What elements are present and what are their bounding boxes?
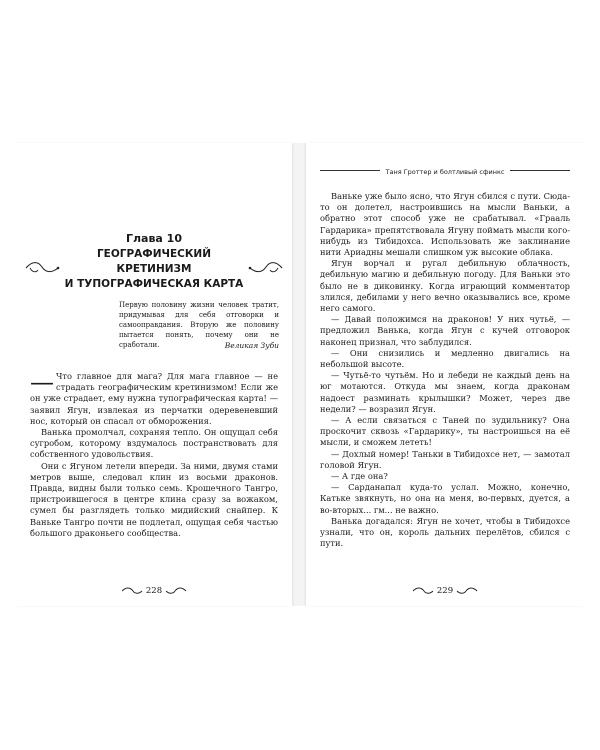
drop-dash: — <box>30 368 54 396</box>
paragraph: — А где она? <box>331 471 388 482</box>
paragraph: Ваньке уже было ясно, что Ягун сбился с пути. Сюда-то он долетел, настроившись на мысли Ваньки, а обратно этот способ уже не срабатывал. «Грааль Гардарика» препятствовала Ягуну поймать мысли кого-нибудь из Тибидохса. Использовать же заклинание нити Ариадны мешали слишком уж высокие облака. <box>320 191 570 258</box>
folio-ornament-right-icon <box>165 587 187 595</box>
paragraph: Они с Ягуном летели впереди. За ними, двумя стами метров выше, следовал клин из восьми драконов. Правда, видны были только семь. Крошечного Тангро, пристроившегося в центре клина сразу за вожаком, сумел бы разглядеть только мидийский снайпер. К Ваньке Тангро почти не подлетал, ощущая себя частью большого драконьего сообщества. <box>30 460 278 538</box>
left-flourish-ornament <box>24 259 60 277</box>
paragraph: Ягун ворчал и ругал дебильную облачность, дебильную магию и дебильную погоду. Для Ваньки это было не в диковинку. Когда играющий комментатор злился, дебилами у него вечно оказывались все, кроме него самого. <box>320 258 570 314</box>
page-number-right: 229 <box>306 586 584 596</box>
paragraph: — Что главное для мага? Для мага главное — не страдать географическим кретинизмом! Если же он уже страдает, ему нужна тупографическая карта! — заявил Ягун, извлекая из перчатки одеревеневший нос, который он спасал от обморожения. <box>30 368 278 426</box>
folio-ornament-left-icon <box>412 587 434 595</box>
page-number-left: 228 <box>16 586 292 596</box>
paragraph: — Дохлый номер! Таньки в Тибидохсе нет, — замотал головой Ягун. <box>320 448 570 470</box>
book-gutter <box>292 143 306 606</box>
chapter-title-line: ГЕОГРАФИЧЕСКИЙ <box>96 248 212 260</box>
paragraph: — Чутьё-то чутьём. Но и лебеди не каждый день на юг мотаются. Откуда мы знаем, когда драконам надоест разминать крылышки? Может, через две недели? — возразил Ягун. <box>320 370 570 414</box>
running-head: Таня Гроттер и болтливый сфинкс <box>385 168 505 176</box>
right-flourish-ornament <box>248 259 284 277</box>
paragraph: — Сарданапал куда-то услал. Можно, конечно, Катьке звякнуть, но она на меня, во-первых, дуется, а во-вторых... гм... не важно. <box>320 482 570 515</box>
paragraph: — А если связаться с Таней по зудильнику? Она проскочит сквозь «Гардарику», ты настроишься на её мысли, и сможем лететь! <box>320 415 570 448</box>
right-body-text <box>320 191 570 550</box>
folio-ornament-right-icon <box>456 587 478 595</box>
folio-ornament-left-icon <box>121 587 143 595</box>
chapter-title-line: И ТУПОГРАФИЧЕСКАЯ КАРТА <box>64 278 244 290</box>
epigraph-author: Великая Зуби <box>224 341 279 350</box>
left-page <box>16 143 292 606</box>
chapter-label: Глава 10 <box>125 232 182 245</box>
right-page <box>306 143 584 606</box>
epigraph: Первую половину жизни человек тратит, придумывая для себя отговорки и самооправдания. Вторую же половину пытается понять, почему они не сработали. <box>119 301 279 349</box>
paragraph: — Давай положимся на драконов! У них чутьё, — предложил Ванька, когда Ягун с кучей отговорок наконец признал, что заблудился. <box>320 314 570 347</box>
chapter-title-line: КРЕТИНИЗМ <box>116 263 192 275</box>
left-body-text <box>30 368 278 539</box>
paragraph: Ванька догадался: Ягун не хочет, чтобы в Тибидохсе узнали, что он, король дальних перелётов, сбился с пути. <box>320 515 570 549</box>
paragraph: Ванька промолчал, сохраняя тепло. Он ощущал себя сугробом, которому вздумалось постранствовать для собственного удовольствия. <box>30 427 278 460</box>
paragraph: — Они снизились и медленно двигались на небольшой высоте. <box>320 347 570 370</box>
